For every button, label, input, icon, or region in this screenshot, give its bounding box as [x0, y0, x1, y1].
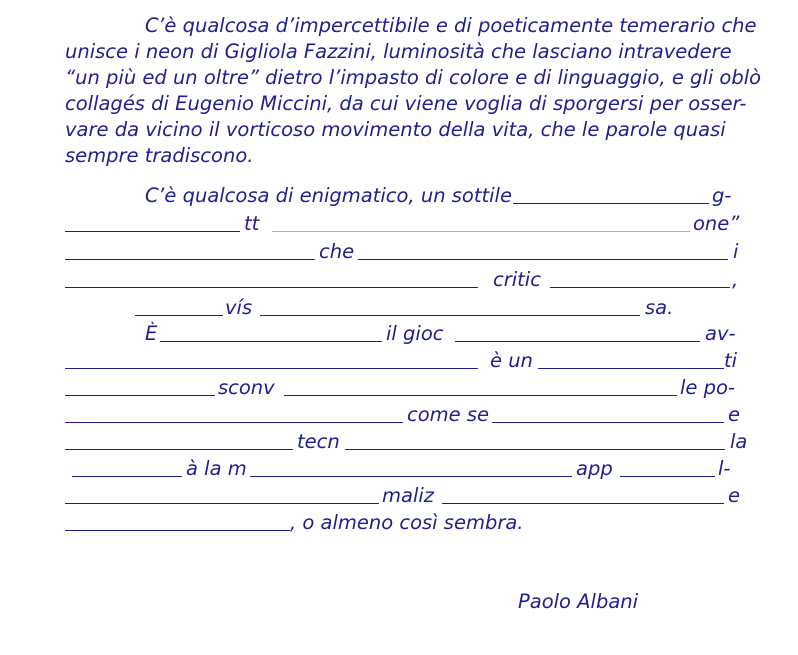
cloze-blank	[538, 368, 724, 369]
cloze-text: ti	[724, 349, 738, 372]
cloze-text: à la m	[186, 457, 247, 480]
cloze-blank	[345, 449, 725, 450]
cloze-text: , o almeno così sembra.	[290, 511, 524, 534]
cloze-text: ,	[732, 268, 739, 291]
paragraph-line-4: collagés di Eugenio Miccini, da cui viene voglia di sporgersi per osser-	[65, 92, 747, 115]
paragraph-line-1: C’è qualcosa d’impercettibile e di poeticamente temerario che	[145, 14, 757, 37]
cloze-text: i	[733, 240, 739, 263]
cloze-text: come se	[407, 403, 489, 426]
cloze-blank	[442, 503, 724, 504]
paragraph-line-5: vare da vicino il vorticoso movimento della vita, che le parole quasi	[65, 118, 726, 141]
cloze-text: av-	[705, 322, 736, 345]
cloze-text: sa.	[645, 296, 674, 319]
cloze-text: il gioc	[386, 322, 444, 345]
cloze-text: g-	[712, 184, 732, 207]
cloze-text: e	[728, 403, 740, 426]
cloze-text: che	[319, 240, 355, 263]
cloze-blank	[160, 341, 382, 342]
cloze-text: tecn	[297, 430, 340, 453]
cloze-blank	[65, 422, 403, 423]
cloze-blank	[65, 231, 240, 232]
cloze-text: le po-	[680, 376, 735, 399]
cloze-blank	[492, 422, 724, 423]
cloze-blank	[455, 341, 700, 342]
cloze-text: maliz	[382, 484, 435, 507]
cloze-text: la	[730, 430, 748, 453]
cloze-blank	[620, 476, 715, 477]
cloze-text: one”	[693, 212, 740, 235]
cloze-blank	[260, 315, 640, 316]
cloze-blank	[72, 476, 182, 477]
cloze-blank	[250, 476, 572, 477]
cloze-text: sconv	[218, 376, 275, 399]
cloze-blank	[272, 231, 690, 232]
cloze-blank	[65, 395, 215, 396]
paragraph-line-3: “un più ed un oltre” dietro l’impasto di colore e di linguaggio, e gli oblò	[65, 66, 762, 89]
cloze-text: tt	[244, 212, 260, 235]
cloze-blank	[358, 259, 728, 260]
cloze-blank	[65, 530, 290, 531]
paragraph-line-2: unisce i neon di Gigliola Fazzini, luminosità che lasciano intravedere	[65, 40, 732, 63]
cloze-blank	[550, 287, 730, 288]
cloze-text: è un	[490, 349, 533, 372]
cloze-text: e	[728, 484, 740, 507]
cloze-text: l-	[718, 457, 731, 480]
cloze-blank	[135, 315, 223, 316]
author-signature: Paolo Albani	[518, 590, 639, 613]
cloze-blank	[65, 503, 379, 504]
cloze-blank	[513, 203, 709, 204]
cloze-blank	[65, 449, 293, 450]
cloze-text: critic	[493, 268, 541, 291]
cloze-text: app	[576, 457, 613, 480]
cloze-blank	[65, 259, 315, 260]
cloze-text: C’è qualcosa di enigmatico, un sottile	[145, 184, 512, 207]
cloze-text: È	[145, 322, 158, 345]
paragraph-line-6: sempre tradiscono.	[65, 144, 254, 167]
cloze-text: vís	[225, 296, 253, 319]
cloze-blank	[65, 368, 478, 369]
cloze-blank	[284, 395, 677, 396]
cloze-blank	[65, 287, 478, 288]
